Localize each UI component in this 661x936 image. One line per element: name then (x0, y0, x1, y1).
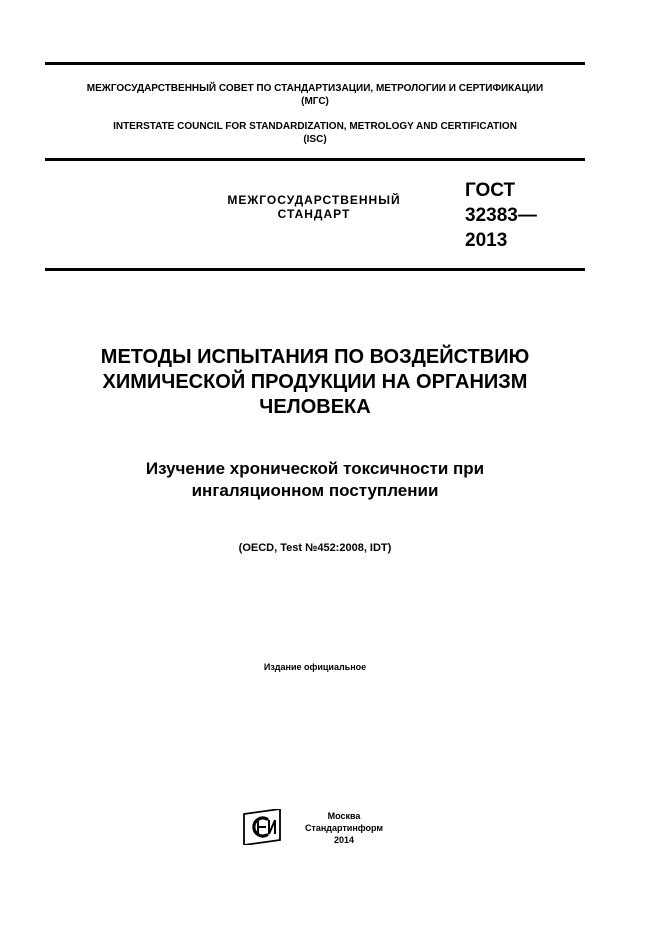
title-line3: ЧЕЛОВЕКА (259, 396, 371, 418)
middle-divider (45, 158, 585, 161)
standard-code-number: 32383— (465, 205, 537, 226)
standard-code (465, 178, 537, 253)
standartinform-logo-icon (240, 809, 284, 845)
bottom-divider (45, 268, 585, 271)
council-ru-block (45, 82, 585, 108)
publisher-block (296, 810, 392, 846)
council-en-abbr: (ISC) (303, 134, 327, 145)
council-ru-name: МЕЖГОСУДАРСТВЕННЫЙ СОВЕТ ПО СТАНДАРТИЗАЦИИ, МЕТРОЛОГИИ И СЕРТИФИКАЦИИ (86, 83, 544, 94)
publisher-name: Стандартинформ (304, 823, 384, 833)
standard-code-prefix: ГОСТ (465, 180, 516, 201)
publisher-city: Москва (327, 811, 361, 821)
source-reference: (OECD, Test №452:2008, IDT) (238, 542, 392, 554)
council-ru-abbr: (МГС) (301, 96, 329, 107)
subtitle-line1: Изучение хронической токсичности при (145, 459, 485, 478)
standard-kind-line1: МЕЖГОСУДАРСТВЕННЫЙ (227, 193, 401, 207)
standard-kind-line2: СТАНДАРТ (277, 207, 351, 221)
standard-kind (200, 193, 428, 221)
document-title (45, 345, 585, 420)
document-subtitle (45, 458, 585, 502)
title-line2: ХИМИЧЕСКОЙ ПРОДУКЦИИ НА ОРГАНИЗМ (102, 371, 528, 393)
council-en-name: INTERSTATE COUNCIL FOR STANDARDIZATION, METROLOGY AND CERTIFICATION (113, 121, 517, 132)
council-en-block (45, 120, 585, 146)
title-line1: МЕТОДЫ ИСПЫТАНИЯ ПО ВОЗДЕЙСТВИЮ (100, 346, 530, 368)
standard-code-year: 2013 (465, 230, 508, 251)
edition-note: Издание официальное (263, 662, 367, 672)
top-divider (45, 62, 585, 65)
publisher-year: 2014 (333, 835, 355, 845)
subtitle-line2: ингаляционном поступлении (191, 481, 439, 500)
